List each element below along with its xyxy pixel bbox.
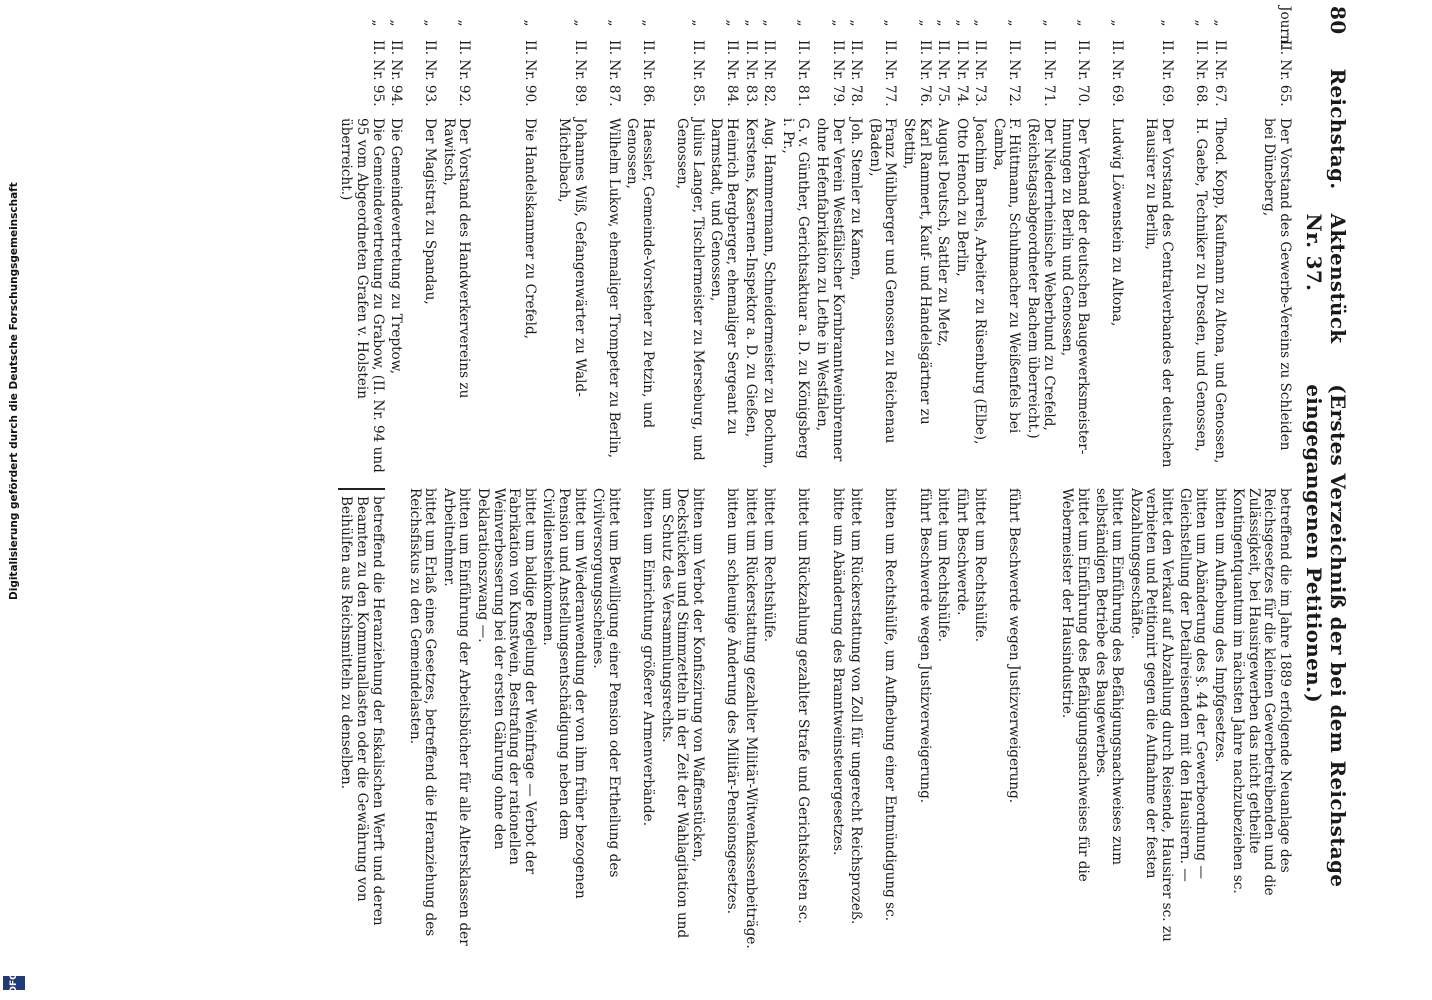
subject-cell: bittet um Rückzahlung gezahlter Strafe und Gerichtskosten sc. [795, 488, 812, 924]
subject-cell: führt Beschwerde wegen Justizverweigerung. [916, 488, 933, 804]
subject-cell: bittet um Rechtshülfe. [761, 488, 778, 643]
journal-number-cell [369, 6, 385, 118]
petitioner-cell: Die Gemeindevertretung zu Grabow, (II. Nr. 94 und 95 vom Abgeordneten Grafen v. Holstein überreicht.) [338, 118, 386, 473]
petition-row [900, 6, 931, 950]
journal-number: II. Nr. 84. [724, 40, 740, 107]
petition-row [708, 6, 739, 950]
journal-number-cell [723, 6, 739, 118]
journal-prefix: „ [456, 19, 473, 27]
journal-prefix: „ [388, 19, 405, 27]
petition-row [1211, 6, 1227, 950]
journal-number-cell [742, 6, 758, 118]
petition-row [972, 6, 988, 950]
petitioner-cell: Die Gemeindevertretung zu Treptow, [388, 118, 405, 375]
journal-number-cell [795, 6, 811, 118]
journal-prefix: „ [1193, 19, 1210, 27]
journal-number: II. Nr. 69. [1158, 40, 1175, 107]
petitioner-cell: H. Gaebe, Techniker zu Dresden, und Genossen, [1193, 118, 1210, 452]
petition-row [1127, 6, 1174, 950]
journal-number-cell [1211, 6, 1227, 118]
journal-number: II. Nr. 76. [916, 40, 933, 107]
petitioner-cell: Heinrich Bergberger, ehemaliger Sergeant zu Darmstadt, und Genossen, [708, 118, 740, 435]
page-header [1302, 6, 1350, 950]
subject-cell: bitten um Einrichtung größerer Armenverbände. [640, 488, 657, 827]
journal-prefix: „ [848, 19, 865, 27]
journal-number-cell [1074, 6, 1090, 118]
header-right-title: (Erstes Verzeichniß der bei dem Reichstage eingegangenen Petitionen.) [1302, 384, 1350, 888]
journal-number: II. Nr. 70. [1074, 40, 1091, 107]
petition-row [624, 6, 655, 950]
petitioner-cell: G. v. Günther, Gerichtsaktuar a. D. zu Königsberg i. Pr., [779, 118, 812, 459]
petition-row [1059, 6, 1090, 950]
journal-number-cell [761, 6, 777, 118]
journal-prefix: „ [761, 19, 778, 27]
header-center-title: Aktenstück Nr. 37. [1302, 213, 1350, 344]
subject-cell: bittet um Rechtshülfe. [972, 488, 989, 643]
subject-cell: bitten um Verbot der Konfiszirung von Waffenstücken, Deckstücken und Stimmzetteln in der Zeit der Wahlagitation und um Schutz des Versammlungsrechts. [658, 488, 706, 939]
petitioner-cell: Joachim Barrels, Arbeiter zu Rüsenburg (Elbe), [972, 118, 989, 445]
journal-number-cell [935, 6, 951, 118]
document-page [108, 0, 1358, 1000]
journal-prefix: „ [640, 19, 657, 27]
journal-number: II. Nr. 67. [1211, 40, 1228, 107]
petition-row [761, 6, 777, 950]
journal-number: II. Nr. 82. [761, 40, 778, 107]
journal-prefix: „ [1211, 19, 1228, 27]
petitioner-cell: Der Vorstand des Handwerkervereins zu Rawitsch, [440, 118, 473, 399]
journal-number: II. Nr. 71. [1040, 40, 1057, 107]
subject-cell: bitten um Einführung der Arbeitsbücher für alle Altersklassen der Arbeitnehmer. [440, 488, 473, 946]
journal-prefix: „ [422, 19, 439, 27]
subject-cell: bitte um Abänderung des Branntweinsteuergesetzes. [829, 488, 846, 856]
journal-number-cell [388, 6, 404, 118]
subject-cell: bittet um baldige Regelung der Weinfrage — Verbot der Fabrikation von Kunstwein, Bestrafung der rationellen Weinverbesserung bei der ersten Gährung ohne den Deklarationszwang —. [475, 488, 538, 875]
journal-number-cell [605, 6, 621, 118]
petition-row [475, 6, 537, 950]
subject-cell: bittet um Rückerstattung gezahlter Militär-Witwenkassenbeiträge. [742, 488, 759, 949]
journal-number: II. Nr. 77. [882, 40, 899, 107]
journal-prefix: „ [521, 19, 538, 27]
petition-row [848, 6, 864, 950]
petitioner-cell: Franz Mühlberger und Genossen zu Reichenau (Baden), [866, 118, 899, 444]
journal-number-cell [1276, 6, 1292, 118]
subject-cell: bittet um Erlaß eines Gesetzes, betreffend die Heranziehung des Reichsfiskus zu den Gemeindelasten. [406, 488, 439, 937]
petitioner-cell: Der Verein Westfälischer Kornbranntweinbrenner ohne Hefenfabrikation zu Lethe in Westfalen, [813, 118, 846, 462]
petition-row [658, 6, 705, 950]
journal-number-cell [521, 6, 537, 118]
petition-row [953, 6, 969, 950]
journal-number: II. Nr. 65. [1277, 40, 1293, 107]
journal-prefix: „ [972, 19, 989, 27]
page-number: 80 [1326, 6, 1350, 35]
journal-number: II. Nr. 93. [422, 40, 439, 107]
subject-cell: bittet um Rückerstattung von Zoll für ungerecht Reichsprozeß. [848, 488, 865, 925]
journal-number: II. Nr. 92. [456, 40, 473, 107]
journal-prefix: „ [795, 19, 812, 27]
journal-number: II. Nr. 75. [935, 40, 952, 107]
journal-number: II. Nr. 87. [605, 40, 622, 107]
journal-prefix: „ [605, 19, 622, 27]
petitioner-cell: Der Magistrat zu Spandau, [422, 118, 439, 305]
journal-number-cell [972, 6, 988, 118]
journal-number: II. Nr. 95. [369, 40, 386, 107]
subject-cell: bittet den Verkauf auf Abzahlung durch Reisende, Hausirer sc. zu verbieten und Petitionirt gegen die Aufnahme der festen Abzahlungsgeschäfte. [1127, 488, 1175, 942]
subject-cell: bitten um Aufhebung des Impfgesetzes. [1211, 488, 1228, 763]
petitioner-cell: Ludwig Löwenstein zu Altona, [1109, 118, 1126, 327]
journal-prefix: „ [1040, 19, 1057, 27]
journal-number-cell [882, 6, 898, 118]
journal-number: II. Nr. 79. [829, 40, 846, 107]
dfg-logo: DFG [3, 976, 25, 990]
petitioner-cell: Haessler, Gemeinde-Vorsteher zu Petzin, und Genossen, [624, 118, 657, 429]
petition-row [1025, 6, 1056, 950]
journal-prefix: „ [1074, 19, 1091, 27]
subject-cell: bittet um Rechtshülfe. [935, 488, 952, 643]
digitization-note: Digitalisierung gefördert durch die Deutsche Forschungsgemeinschaft [8, 182, 20, 600]
journal-prefix: Journ. [1277, 6, 1293, 48]
journal-number: II. Nr. 89. [571, 40, 588, 107]
journal-number-cell [689, 6, 705, 118]
journal-number-cell [456, 6, 472, 118]
header-left-title: Reichstag. [1326, 68, 1350, 190]
petition-row [1093, 6, 1124, 950]
journal-number-cell [1192, 6, 1208, 118]
journal-number-cell [916, 6, 932, 118]
subject-cell: betreffend die Heranziehung der fiskalischen Werft und deren Beamten zu den Kommunallasten oder die Gewährung von Beihülfen aus Reichsmitteln zu denselben. [338, 488, 385, 950]
petition-row [590, 6, 621, 950]
journal-number-cell [1108, 6, 1124, 118]
petitioner-cell: Aug. Hammermann, Schneidermeister zu Bochum, [761, 118, 778, 469]
petition-row [742, 6, 758, 950]
journal-number-cell [1006, 6, 1022, 118]
petitioner-cell: Der Verband der deutschen Baugewerksmeister-Innungen zu Berlin und Genossen, [1059, 118, 1091, 455]
journal-number: II. Nr. 94. [388, 40, 405, 107]
petitioner-cell: Otto Henoch zu Berlin, [953, 118, 970, 277]
subject-cell: bitten um Abänderung des §. 44 der Gewerbeordnung — Gleichstellung der Detailreisenden mit den Hausirern. — [1177, 488, 1210, 882]
journal-number: II. Nr. 81. [795, 40, 812, 107]
petition-row [440, 6, 471, 950]
petitioner-cell: Die Handelskammer zu Crefeld, [521, 118, 538, 340]
subject-cell: bitten um schleunige Änderung des Militär-Pensionsgesetzes. [724, 488, 740, 915]
petition-row [990, 6, 1021, 950]
petitioner-cell: F. Hüttmann, Schuhmacher zu Weißenfels bei Camba, [990, 118, 1023, 434]
petition-row [935, 6, 951, 950]
journal-prefix: „ [1109, 19, 1126, 27]
journal-prefix: „ [689, 19, 706, 27]
journal-number: II. Nr. 74. [953, 40, 970, 107]
journal-prefix: „ [1006, 19, 1023, 27]
journal-number-cell [571, 6, 587, 118]
journal-prefix: „ [953, 19, 970, 27]
petition-row [866, 6, 897, 950]
journal-prefix: „ [369, 19, 386, 27]
journal-prefix: „ [829, 19, 846, 27]
subject-cell: bittet um Wiederanwendung der von ihm früher bezogenen Pension und Anstellungsentschädigung neben dem Civildiensteinkommen. [540, 488, 588, 899]
petition-row [1230, 6, 1292, 950]
petitioner-cell: Johannes Wiß, Gefangenwärter zu Wald-Michelbach, [556, 118, 588, 397]
petitioner-cell: Julius Langer, Tischlermeister zu Merseburg, und Genossen, [674, 118, 706, 461]
petitioner-cell: Der Niederrheinische Weberbund zu Crefeld, (Reichstagsabgeordneter Bachem überreicht.) [1025, 118, 1057, 439]
petition-row [1177, 6, 1208, 950]
subject-cell: führt Beschwerde wegen Justizverweigerung. [1006, 488, 1023, 804]
petitioner-cell: Wilhelm Lukow, ehemaliger Trompeter zu Berlin, [605, 118, 622, 459]
journal-number-cell [1040, 6, 1056, 118]
journal-number: II. Nr. 83. [742, 40, 759, 107]
journal-number: II. Nr. 90. [521, 40, 538, 107]
subject-cell: bittet um Bewilligung einer Pension oder Ertheilung des Civilversorgungsscheines. [590, 488, 622, 878]
journal-prefix: „ [935, 19, 952, 27]
journal-prefix: „ [571, 19, 588, 27]
subject-cell: bittet um Einführung des Befähigungsnachweises zum selbständigen Betriebe des Baugewerbes. [1093, 488, 1126, 865]
journal-number-cell [829, 6, 845, 118]
petitioner-cell: Theod. Kopp, Kaufmann zu Altona, und Genossen, [1211, 118, 1228, 464]
journal-prefix: „ [882, 19, 899, 27]
petition-row [813, 6, 844, 950]
journal-number-cell [422, 6, 438, 118]
journal-number-cell [639, 6, 655, 118]
journal-number: II. Nr. 68. [1193, 40, 1210, 107]
petitioner-cell: Joh. Stemler zu Kamen, [848, 118, 865, 281]
journal-number: II. Nr. 78. [848, 40, 865, 107]
journal-prefix: „ [742, 19, 759, 27]
journal-prefix: „ [724, 19, 740, 27]
journal-number-cell [1158, 6, 1174, 118]
petitioner-cell: Karl Rammert, Kauf- und Handelsgärtner zu Stettin, [900, 118, 933, 425]
petition-row [779, 6, 810, 950]
petitioner-cell: Der Vorstand des Gewerbe-Vereins zu Schleiden bei Düneberg, [1261, 118, 1293, 451]
journal-number: II. Nr. 72. [1006, 40, 1023, 107]
petitioner-cell: Kerstens, Kasernen-Inspektor a. D. zu Gießen, [742, 118, 759, 438]
journal-number: II. Nr. 86. [640, 40, 657, 107]
subject-cell: bitten um Rechtshülfe, um Aufhebung einer Entmündigung sc. [882, 488, 899, 922]
journal-prefix: „ [1158, 19, 1175, 27]
journal-number: II. Nr. 85. [689, 40, 706, 107]
journal-prefix: „ [916, 19, 933, 27]
petition-row [540, 6, 587, 950]
subject-cell: bittet um Einführung des Befähigungsnachweises für die Webermeister der Hausindustrie. [1059, 488, 1091, 882]
petition-row [388, 6, 404, 950]
subject-cell: führt Beschwerde. [953, 488, 970, 616]
journal-number-cell [848, 6, 864, 118]
journal-number: II. Nr. 73. [972, 40, 989, 107]
petitioner-cell: Der Vorstand des Centralverbandes der deutschen Hausirer zu Berlin, [1143, 118, 1175, 468]
journal-number: II. Nr. 69. [1109, 40, 1126, 107]
petition-row [338, 6, 385, 950]
journal-number-cell [953, 6, 969, 118]
petition-row [406, 6, 437, 950]
petition-list [338, 6, 1292, 950]
petitioner-cell: August Deutsch, Sattler zu Metz, [935, 118, 952, 347]
subject-cell: betreffend die im Jahre 1889 erfolgende Neuanlage des Reichsgesetzes für die kleinen Gewerbetreibenden und die Zulässigkeit, bei Hausirgewerben das nicht getheilte Kontingentquantum im nächsten Jahre nachzubeziehen sc. [1230, 488, 1293, 896]
